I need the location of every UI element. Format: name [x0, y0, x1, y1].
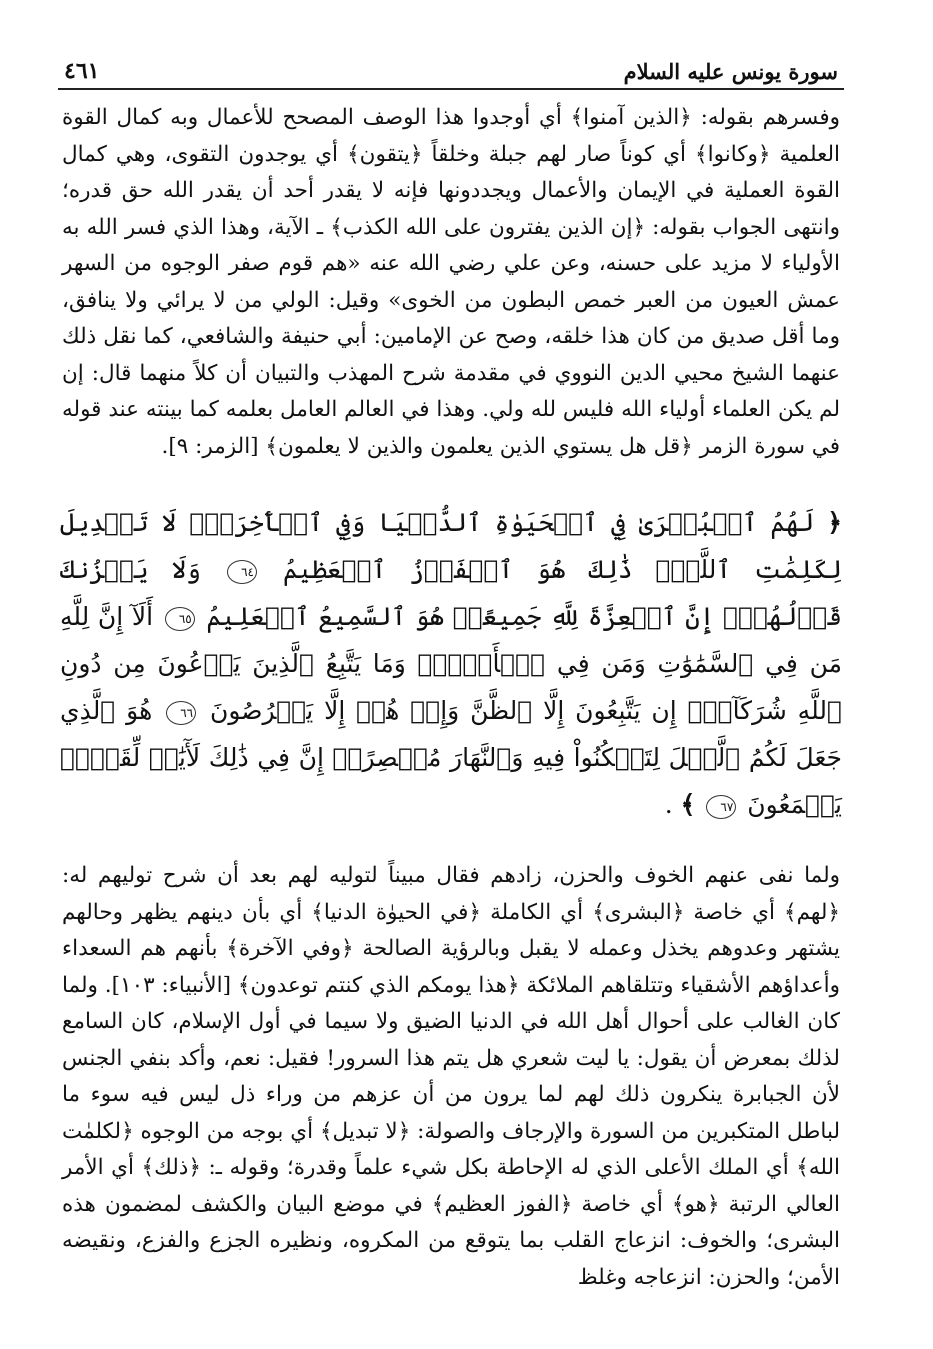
commentary-text-2 — [58, 858, 844, 1296]
paragraph-2: ولما نفى عنهم الخوف والحزن، زادهم فقال مبيناً لتوليه لهم بعد أن شرح توليهم له: ﴿لهم﴾ أي خاصة ﴿البشرى﴾ أي الكاملة ﴿في الحيوٰة الدنيا﴾ أي بأن دينهم يظهر وحالهم يشتهر وعدوهم يخذل وعمله لا يقبل وبالرؤية الصالحة ﴿وفي الآخرة﴾ بأنهم هم السعداء وأعداؤهم الأشقياء وتتلقاهم الملائكة ﴿هذا يومكم الذي كنتم توعدون﴾ [الأنبياء: ١٠٣]. ولما كان الغالب على أحوال أهل الله في الدنيا الضيق ولا سيما في أول الإسلام، كان السامع لذلك بمعرض أن يقول: يا ليت شعري هل يتم هذا السرور! فقيل: نعم، وأكد بنفي الجنس لأن الجبابرة ينكرون ذلك لهم لما يرون من أن عزهم من وراء ذل ليس فيه سوء ما لباطل المتكبرين من السورة والإرجاف والصولة: ﴿لا تبديل﴾ أي بوجه من الوجوه ﴿لكلمٰت الله﴾ أي الملك الأعلى الذي له الإحاطة بكل شيء علماً وقدرة؛ وقوله ـ: ﴿ذلك﴾ أي الأمر العالي الرتبة ﴿هو﴾ أي خاصة ﴿الفوز العظيم﴾ في موضع البيان والكشف لمضمون هذه البشرى؛ والخوف: انزعاج القلب بما يتوقع من المكروه، ونظيره الجزع والفزع، ونقيضه الأمن؛ والحزن: انزعاجه وغلظ — [62, 863, 840, 1290]
paragraph-1: وفسرهم بقوله: ﴿الذين آمنوا﴾ أي أوجدوا هذا الوصف المصحح للأعمال وبه كمال القوة العلمية ﴿وكانوا﴾ أي كوناً صار لهم جبلة وخلقاً ﴿يتقون﴾ أي يوجدون التقوى، وهي كمال القوة العملية في الإيمان والأعمال ويجددونها فإنه لا يقدر أحد أن يقدر الله حق قدره؛ وانتهى الجواب بقوله: ﴿إن الذين يفترون على الله الكذب﴾ ـ الآية، وهذا الذي فسر الله به الأولياء لا مزيد على حسنه، وعن علي رضي الله عنه «هم قوم صفر الوجوه من السهر عمش العيون من العبر خمص البطون من الخوى» وقيل: الولي من لا يرائي ولا ينافق، وما أقل صديق من كان هذا خلقه، وصح عن الإمامين: أبي حنيفة والشافعي، كما نقل ذلك عنهما الشيخ محيي الدين النووي في مقدمة شرح المهذب والتبيان أن كلاً منهما قال: إن لم يكن العلماء أولياء الله فليس لله ولي. وهذا في العالم العامل بعلمه كما بينته عند قوله في سورة الزمر ﴿قل هل يستوي الذين يعلمون والذين لا يعلمون﴾ [الزمر: ٩]. — [62, 105, 840, 459]
surah-title: سورة يونس عليه السلام — [623, 59, 838, 84]
quran-verses — [58, 499, 844, 828]
book-page — [58, 52, 844, 1322]
verse-end-period: . — [664, 790, 673, 819]
ayah-number-64: ٦٤ — [227, 560, 257, 584]
verse-close-bracket: ﴾ — [680, 790, 696, 819]
verse-65-text: وَلَا يَحۡزُنكَ قَوۡلُهُمۡۘ إِنَّ ٱلۡعِزَّةَ لِلَّهِ جَمِيعًاۚ هُوَ ٱلسَّمِيعُ ٱلۡعَلِيمُ — [60, 555, 842, 631]
ayah-number-67: ٦٧ — [706, 795, 736, 819]
verse-67-text: هُوَ ٱلَّذِي جَعَلَ لَكُمُ ٱلَّيۡلَ لِتَسۡكُنُواْ فِيهِ وَٱلنَّهَارَ مُبۡصِرًاۚ إِنَّ فِي ذَٰلِكَ لَأٓيَٰتٖ لِّقَوۡمٖ يَسۡمَعُونَ — [60, 696, 842, 819]
commentary-text — [58, 100, 844, 465]
verse-64-text: لَهُمُ ٱلۡبُشۡرَىٰ فِي ٱلۡحَيَوٰةِ ٱلدُّنۡيَا وَفِي ٱلۡأٓخِرَةِۚ لَا تَبۡدِيلَ لِكَلِمَٰتِ ٱللَّهِۚ ذَٰلِكَ هُوَ ٱلۡفَوۡزُ ٱلۡعَظِيمُ — [60, 508, 842, 584]
verse-open-bracket: ﴿ — [827, 508, 842, 537]
verse-66-text: أَلَآ إِنَّ لِلَّهِ مَن فِي ٱلسَّمَٰوَٰتِ وَمَن فِي ٱلۡأَرۡضِۗ وَمَا يَتَّبِعُ ٱلَّذِينَ يَدۡعُونَ مِن دُونِ ٱللَّهِ شُرَكَآءَۚ إِن يَتَّبِعُونَ إِلَّا ٱلظَّنَّ وَإِنۡ هُمۡ إِلَّا يَخۡرُصُونَ — [60, 602, 842, 725]
page-header — [58, 52, 844, 90]
ayah-number-66: ٦٦ — [166, 701, 196, 725]
page-number: ٤٦١ — [64, 58, 100, 84]
ayah-number-65: ٦٥ — [165, 607, 195, 631]
